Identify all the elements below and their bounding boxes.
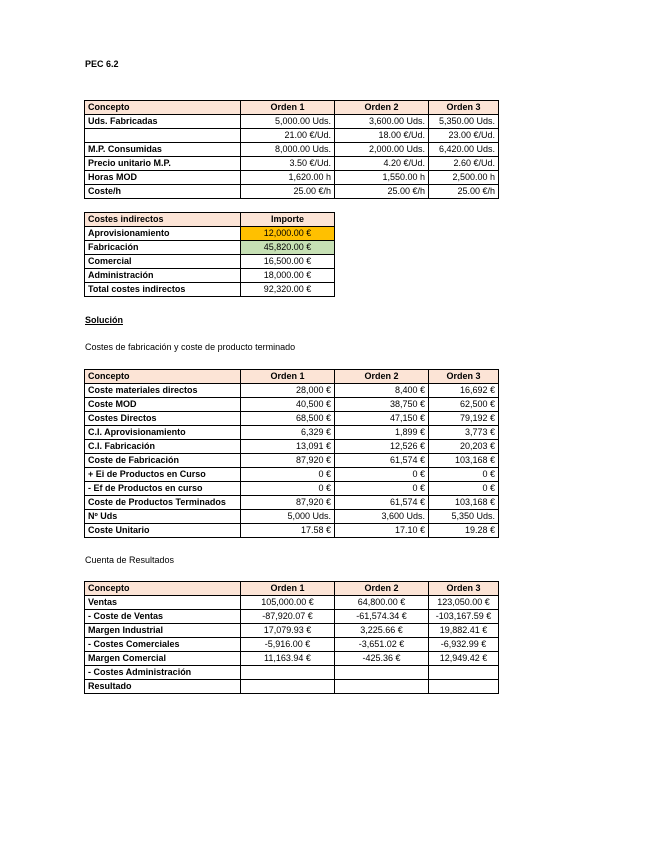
row-label-cell: + Ei de Productos en Curso [85, 468, 241, 482]
row-label-cell: Precio unitario M.P. [85, 157, 241, 171]
value-cell: 1,550.00 h [335, 171, 429, 185]
value-cell: 5,350 Uds. [429, 510, 499, 524]
row-label-cell: C.I. Aprovisionamiento [85, 426, 241, 440]
value-cell: 17.58 € [241, 524, 335, 538]
header-cell: Orden 2 [335, 370, 429, 384]
header-cell: Costes indirectos [85, 213, 241, 227]
value-cell: 12,949.42 € [429, 652, 499, 666]
value-cell: 19,882.41 € [429, 624, 499, 638]
value-cell: 28,000 € [241, 384, 335, 398]
row-label-cell: Coste MOD [85, 398, 241, 412]
table-row [85, 157, 499, 171]
row-label-cell: Fabricación [85, 241, 241, 255]
value-cell: -6,932.99 € [429, 638, 499, 652]
row-label-cell: Administración [85, 269, 241, 283]
row-label-cell: - Costes Comerciales [85, 638, 241, 652]
table-row [85, 185, 499, 199]
value-cell: 3.50 €/Ud. [241, 157, 335, 171]
header-cell: Orden 3 [429, 101, 499, 115]
table-row [85, 624, 499, 638]
row-label-cell: Nº Uds [85, 510, 241, 524]
value-cell: 61,574 € [335, 496, 429, 510]
value-cell: 87,920 € [241, 496, 335, 510]
costs-heading: Costes de fabricación y coste de producto terminado [85, 342, 296, 352]
value-cell: 47,150 € [335, 412, 429, 426]
results-heading: Cuenta de Resultados [85, 555, 175, 565]
row-label-cell: Costes Directos [85, 412, 241, 426]
indirect-costs-table [84, 212, 335, 297]
row-label-cell: Margen Comercial [85, 652, 241, 666]
row-label-cell: Aprovisionamiento [85, 227, 241, 241]
header-cell: Orden 1 [241, 370, 335, 384]
value-cell: 1,899 € [335, 426, 429, 440]
value-cell: 64,800.00 € [335, 596, 429, 610]
value-cell: 38,750 € [335, 398, 429, 412]
row-label-cell [85, 129, 241, 143]
value-cell: 40,500 € [241, 398, 335, 412]
table-row [85, 255, 335, 269]
solution-label: Solución [85, 315, 123, 325]
value-cell: 0 € [335, 482, 429, 496]
value-cell [241, 666, 335, 680]
value-cell: 0 € [241, 482, 335, 496]
value-cell: 12,526 € [335, 440, 429, 454]
row-label-cell: Coste Unitario [85, 524, 241, 538]
value-cell: 13,091 € [241, 440, 335, 454]
value-cell [429, 680, 499, 694]
results-table [84, 581, 499, 694]
row-label-cell: Coste/h [85, 185, 241, 199]
header-cell: Importe [241, 213, 335, 227]
header-row [85, 101, 499, 115]
header-cell: Concepto [85, 101, 241, 115]
value-cell: 5,000.00 Uds. [241, 115, 335, 129]
value-cell: 3,600.00 Uds. [335, 115, 429, 129]
table-row [85, 666, 499, 680]
value-cell: 1,620.00 h [241, 171, 335, 185]
value-cell: 92,320.00 € [241, 283, 335, 297]
header-cell: Orden 1 [241, 101, 335, 115]
value-cell: 8,400 € [335, 384, 429, 398]
costs-table-body [85, 370, 499, 538]
value-cell: 5,350.00 Uds. [429, 115, 499, 129]
table-row [85, 227, 335, 241]
table-row [85, 384, 499, 398]
value-cell: 2,000.00 Uds. [335, 143, 429, 157]
value-cell: 25.00 €/h [335, 185, 429, 199]
value-cell: -61,574.34 € [335, 610, 429, 624]
value-cell: 87,920 € [241, 454, 335, 468]
data-table-body [85, 101, 499, 199]
header-cell: Orden 3 [429, 370, 499, 384]
value-cell: -5,916.00 € [241, 638, 335, 652]
value-cell: 2.60 €/Ud. [429, 157, 499, 171]
row-label-cell: - Costes Administración [85, 666, 241, 680]
row-label-cell: Resultado [85, 680, 241, 694]
header-cell: Orden 2 [335, 582, 429, 596]
row-label-cell: Coste de Fabricación [85, 454, 241, 468]
value-cell: 0 € [429, 482, 499, 496]
value-cell: -87,920.07 € [241, 610, 335, 624]
value-cell [429, 666, 499, 680]
header-cell: Concepto [85, 582, 241, 596]
row-label-cell: Margen Industrial [85, 624, 241, 638]
value-cell: 123,050.00 € [429, 596, 499, 610]
table-row [85, 241, 335, 255]
table-row [85, 269, 335, 283]
table-row [85, 412, 499, 426]
row-label-cell: - Coste de Ventas [85, 610, 241, 624]
value-cell: 23.00 €/Ud. [429, 129, 499, 143]
table-row [85, 482, 499, 496]
row-label-cell: M.P. Consumidas [85, 143, 241, 157]
value-cell: 16,500.00 € [241, 255, 335, 269]
value-cell [335, 666, 429, 680]
row-label-cell: Coste de Productos Terminados [85, 496, 241, 510]
table-row [85, 440, 499, 454]
table-row [85, 454, 499, 468]
value-cell: 0 € [429, 468, 499, 482]
value-cell: 2,500.00 h [429, 171, 499, 185]
table-row [85, 171, 499, 185]
value-cell: 62,500 € [429, 398, 499, 412]
costs-table [84, 369, 499, 538]
results-table-body [85, 582, 499, 694]
header-row [85, 582, 499, 596]
value-cell: 61,574 € [335, 454, 429, 468]
table-row [85, 115, 499, 129]
header-cell: Orden 3 [429, 582, 499, 596]
header-cell: Orden 2 [335, 101, 429, 115]
row-label-cell: Ventas [85, 596, 241, 610]
row-label-cell: Comercial [85, 255, 241, 269]
value-cell: 16,692 € [429, 384, 499, 398]
header-cell: Concepto [85, 370, 241, 384]
value-cell: 20,203 € [429, 440, 499, 454]
value-cell: 45,820.00 € [241, 241, 335, 255]
row-label-cell: - Ef de Productos en curso [85, 482, 241, 496]
value-cell [335, 680, 429, 694]
value-cell: 11,163.94 € [241, 652, 335, 666]
value-cell: 4.20 €/Ud. [335, 157, 429, 171]
value-cell: 0 € [335, 468, 429, 482]
value-cell: 5,000 Uds. [241, 510, 335, 524]
value-cell: 18,000.00 € [241, 269, 335, 283]
value-cell: 19.28 € [429, 524, 499, 538]
table-row [85, 426, 499, 440]
table-row [85, 129, 499, 143]
table-row [85, 652, 499, 666]
value-cell: 25.00 €/h [241, 185, 335, 199]
value-cell: -103,167.59 € [429, 610, 499, 624]
value-cell: 12,000.00 € [241, 227, 335, 241]
value-cell: 17,079.93 € [241, 624, 335, 638]
row-label-cell: Uds. Fabricadas [85, 115, 241, 129]
value-cell: 68,500 € [241, 412, 335, 426]
table-row [85, 610, 499, 624]
table-row [85, 510, 499, 524]
value-cell: 3,600 Uds. [335, 510, 429, 524]
table-row [85, 524, 499, 538]
table-row [85, 680, 499, 694]
value-cell [241, 680, 335, 694]
value-cell: 103,168 € [429, 496, 499, 510]
value-cell: 25.00 €/h [429, 185, 499, 199]
value-cell: 17.10 € [335, 524, 429, 538]
row-label-cell: Total costes indirectos [85, 283, 241, 297]
row-label-cell: Horas MOD [85, 171, 241, 185]
page-title: PEC 6.2 [85, 59, 119, 69]
header-cell: Orden 1 [241, 582, 335, 596]
table-row [85, 468, 499, 482]
value-cell: 8,000.00 Uds. [241, 143, 335, 157]
value-cell: 21.00 €/Ud. [241, 129, 335, 143]
table-row [85, 638, 499, 652]
value-cell: 0 € [241, 468, 335, 482]
value-cell: 6,420.00 Uds. [429, 143, 499, 157]
value-cell: 6,329 € [241, 426, 335, 440]
row-label-cell: C.I. Fabricación [85, 440, 241, 454]
value-cell: -3,651.02 € [335, 638, 429, 652]
row-label-cell: Coste materiales directos [85, 384, 241, 398]
value-cell: 103,168 € [429, 454, 499, 468]
table-row [85, 143, 499, 157]
data-table [84, 100, 499, 199]
value-cell: 3,225.66 € [335, 624, 429, 638]
value-cell: 18.00 €/Ud. [335, 129, 429, 143]
table-row [85, 283, 335, 297]
table-row [85, 596, 499, 610]
table-row [85, 496, 499, 510]
header-row [85, 213, 335, 227]
value-cell: -425.36 € [335, 652, 429, 666]
header-row [85, 370, 499, 384]
value-cell: 105,000.00 € [241, 596, 335, 610]
table-row [85, 398, 499, 412]
value-cell: 79,192 € [429, 412, 499, 426]
value-cell: 3,773 € [429, 426, 499, 440]
indirect-costs-table-body [85, 213, 335, 297]
